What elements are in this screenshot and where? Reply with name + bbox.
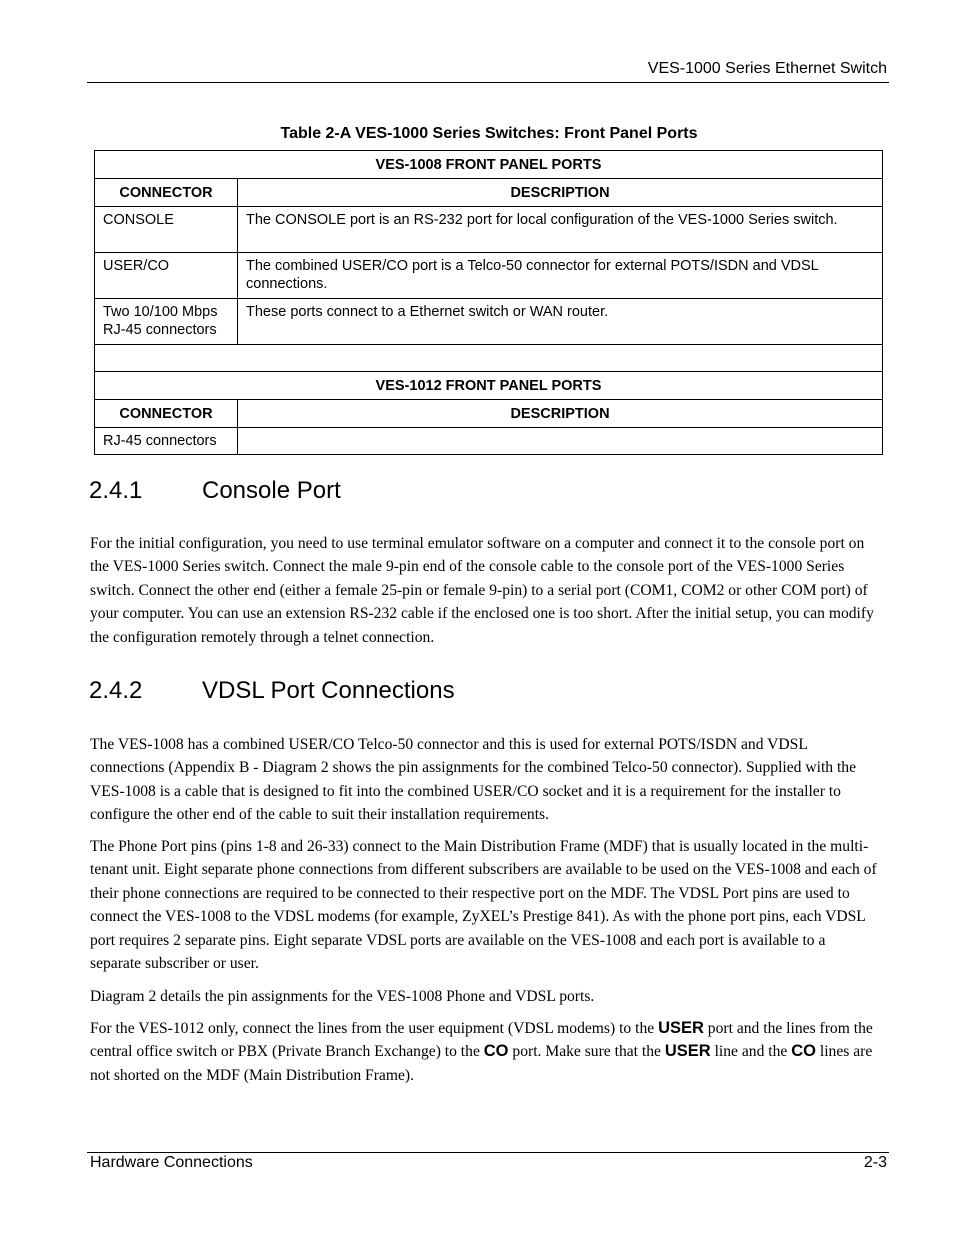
table-header-row [95, 179, 883, 207]
keyword-user: USER [658, 1019, 704, 1037]
table-section-title-row [95, 151, 883, 179]
section-number: 2.4.1 [89, 477, 143, 504]
column-header-description: DESCRIPTION [238, 179, 883, 207]
table-row [95, 299, 883, 345]
connector-cell: Two 10/100 Mbps RJ-45 connectors [95, 299, 238, 345]
vdsl-paragraph-1: The VES-1008 has a combined USER/CO Telco-50 connector and this is used for external POTS/ISDN and VDSL connections (Appendix B - Diagram 2 shows the pin assignments for the combined Telco-50 connector). Supplied with the VES-1008 is a cable that is designed to fit into the combined USER/CO socket and it is a requirement for the installer to configure the other end of the cable to suit their installation requirements. [90, 736, 857, 824]
section-heading-console-port [89, 477, 341, 505]
footer-page-number: 2-3 [863, 1154, 887, 1171]
header-rule [87, 82, 889, 83]
table-section-title-row [95, 372, 883, 400]
keyword-user: USER [664, 1042, 711, 1061]
description-cell: The combined USER/CO port is a Telco-50 connector for external POTS/ISDN and VDSL connections. [238, 253, 883, 299]
text-run: For the VES-1012 only, connect the lines from the user equipment (VDSL modems) to the [90, 1020, 659, 1037]
text-run: port. Make sure that the [508, 1043, 665, 1061]
vdsl-paragraph-2: The Phone Port pins (pins 1-8 and 26-33) connect to the Main Distribution Frame (MDF) that is usually located in the multi-tenant unit. Eight separate phone connections from different subscribers are available to be used on the VES-1008 and each of their phone connections are required to be connected to their respective port on the MDF. The VDSL Port pins are used to connect the VES-1008 to the VDSL modems (for example, ZyXEL’s Prestige 841). As with the phone port pins, each VDSL port requires 2 separate pins. Eight separate VDSL ports are available on the VES-1008 and each port is available to a separate subscriber or user. [90, 838, 877, 973]
console-port-paragraph: For the initial configuration, you need to use terminal emulator software on a computer and connect it to the console port on the VES-1000 Series switch. Connect the male 9-pin end of the console cable to the console port of the VES-1000 Series switch. Connect the other end (either a female 25-pin or female 9-pin) to a serial port (COM1, COM2 or other COM port) of your computer. You can use an extension RS-232 cable if the enclosed one is too short. After the initial setup, you can modify the configuration remotely through a telnet connection. [90, 535, 874, 646]
footer-rule [87, 1152, 889, 1153]
section-title: Console Port [202, 477, 341, 504]
keyword-co: CO [791, 1042, 816, 1061]
column-header-connector: CONNECTOR [95, 179, 238, 207]
description-cell: The CONSOLE port is an RS-232 port for local configuration of the VES-1000 Series switch. [238, 207, 883, 253]
section-title-ves-1008: VES-1008 FRONT PANEL PORTS [95, 151, 883, 179]
table-header-row [95, 400, 883, 428]
vdsl-paragraph-4 [90, 1017, 880, 1087]
connector-cell: CONSOLE [95, 207, 238, 253]
section-title-ves-1012: VES-1012 FRONT PANEL PORTS [95, 372, 883, 400]
column-header-description: DESCRIPTION [238, 400, 883, 428]
text-run: port and the lines from the central office switch or PBX (Private Branch Exchange) to the [90, 1020, 873, 1061]
running-header: VES-1000 Series Ethernet Switch [647, 60, 887, 77]
table-row [95, 253, 883, 299]
text-run: lines are not shorted on the MDF (Main Distribution Frame). [90, 1043, 873, 1084]
section-heading-vdsl-port-connections [89, 677, 455, 705]
table-row [95, 207, 883, 253]
column-header-connector: CONNECTOR [95, 400, 238, 428]
connector-cell: USER/CO [95, 253, 238, 299]
section-title: VDSL Port Connections [202, 677, 455, 704]
table-row [95, 428, 883, 455]
table-spacer-row [95, 345, 883, 372]
front-panel-ports-table [94, 150, 883, 455]
section-number: 2.4.2 [89, 677, 143, 704]
description-cell [238, 428, 883, 455]
table-caption: Table 2-A VES-1000 Series Switches: Front Panel Ports [280, 125, 698, 142]
footer-chapter-title: Hardware Connections [90, 1154, 253, 1171]
spacer-cell [95, 345, 883, 372]
text-run: line and the [710, 1043, 792, 1061]
description-cell: These ports connect to a Ethernet switch or WAN router. [238, 299, 883, 345]
keyword-co: CO [483, 1042, 509, 1061]
vdsl-paragraph-3: Diagram 2 details the pin assignments for the VES-1008 Phone and VDSL ports. [90, 988, 595, 1005]
connector-cell: RJ-45 connectors [95, 428, 238, 455]
